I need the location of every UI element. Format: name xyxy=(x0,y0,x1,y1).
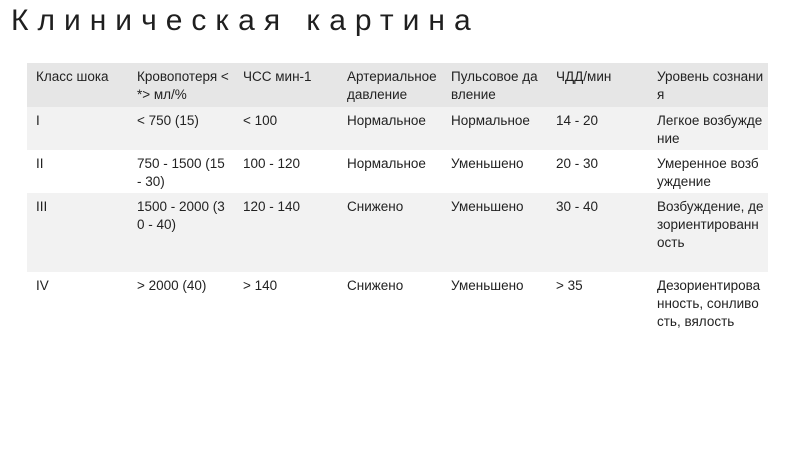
header-shock-class: Класс шока xyxy=(27,63,128,107)
cell-respiratory-rate: 14 - 20 xyxy=(547,107,648,150)
cell-blood-pressure: Снижено xyxy=(338,193,442,272)
cell-consciousness: Возбуждение, дезориентированность xyxy=(648,193,768,272)
cell-blood-loss: 750 - 1500 (15 - 30) xyxy=(128,150,234,193)
cell-respiratory-rate: 20 - 30 xyxy=(547,150,648,193)
cell-heart-rate: < 100 xyxy=(234,107,338,150)
cell-shock-class: IV xyxy=(27,272,128,351)
header-blood-loss: Кровопотеря <*> мл/% xyxy=(128,63,234,107)
cell-blood-pressure: Нормальное xyxy=(338,107,442,150)
cell-blood-loss: < 750 (15) xyxy=(128,107,234,150)
cell-consciousness: Дезориентированность, сонливость, вялость xyxy=(648,272,768,351)
cell-shock-class: I xyxy=(27,107,128,150)
cell-pulse-pressure: Уменьшено xyxy=(442,150,547,193)
cell-consciousness: Легкое возбуждение xyxy=(648,107,768,150)
cell-respiratory-rate: > 35 xyxy=(547,272,648,351)
header-consciousness: Уровень сознания xyxy=(648,63,768,107)
table-row xyxy=(27,193,768,272)
cell-respiratory-rate: 30 - 40 xyxy=(547,193,648,272)
table-row xyxy=(27,107,768,150)
cell-shock-class: III xyxy=(27,193,128,272)
cell-shock-class: II xyxy=(27,150,128,193)
cell-pulse-pressure: Уменьшено xyxy=(442,272,547,351)
header-pulse-pressure: Пульсовое давление xyxy=(442,63,547,107)
header-heart-rate: ЧСС мин-1 xyxy=(234,63,338,107)
table-header-row xyxy=(27,63,768,107)
cell-blood-loss: 1500 - 2000 (30 - 40) xyxy=(128,193,234,272)
header-respiratory-rate: ЧДД/мин xyxy=(547,63,648,107)
header-blood-pressure: Артериальное давление xyxy=(338,63,442,107)
cell-heart-rate: 100 - 120 xyxy=(234,150,338,193)
cell-blood-pressure: Нормальное xyxy=(338,150,442,193)
shock-classification-table xyxy=(27,63,768,351)
table-row xyxy=(27,150,768,193)
cell-heart-rate: 120 - 140 xyxy=(234,193,338,272)
table-row xyxy=(27,272,768,351)
cell-pulse-pressure: Уменьшено xyxy=(442,193,547,272)
cell-heart-rate: > 140 xyxy=(234,272,338,351)
cell-consciousness: Умеренное возбуждение xyxy=(648,150,768,193)
cell-pulse-pressure: Нормальное xyxy=(442,107,547,150)
cell-blood-loss: > 2000 (40) xyxy=(128,272,234,351)
cell-blood-pressure: Снижено xyxy=(338,272,442,351)
slide-title: Клиническая картина xyxy=(11,4,480,37)
